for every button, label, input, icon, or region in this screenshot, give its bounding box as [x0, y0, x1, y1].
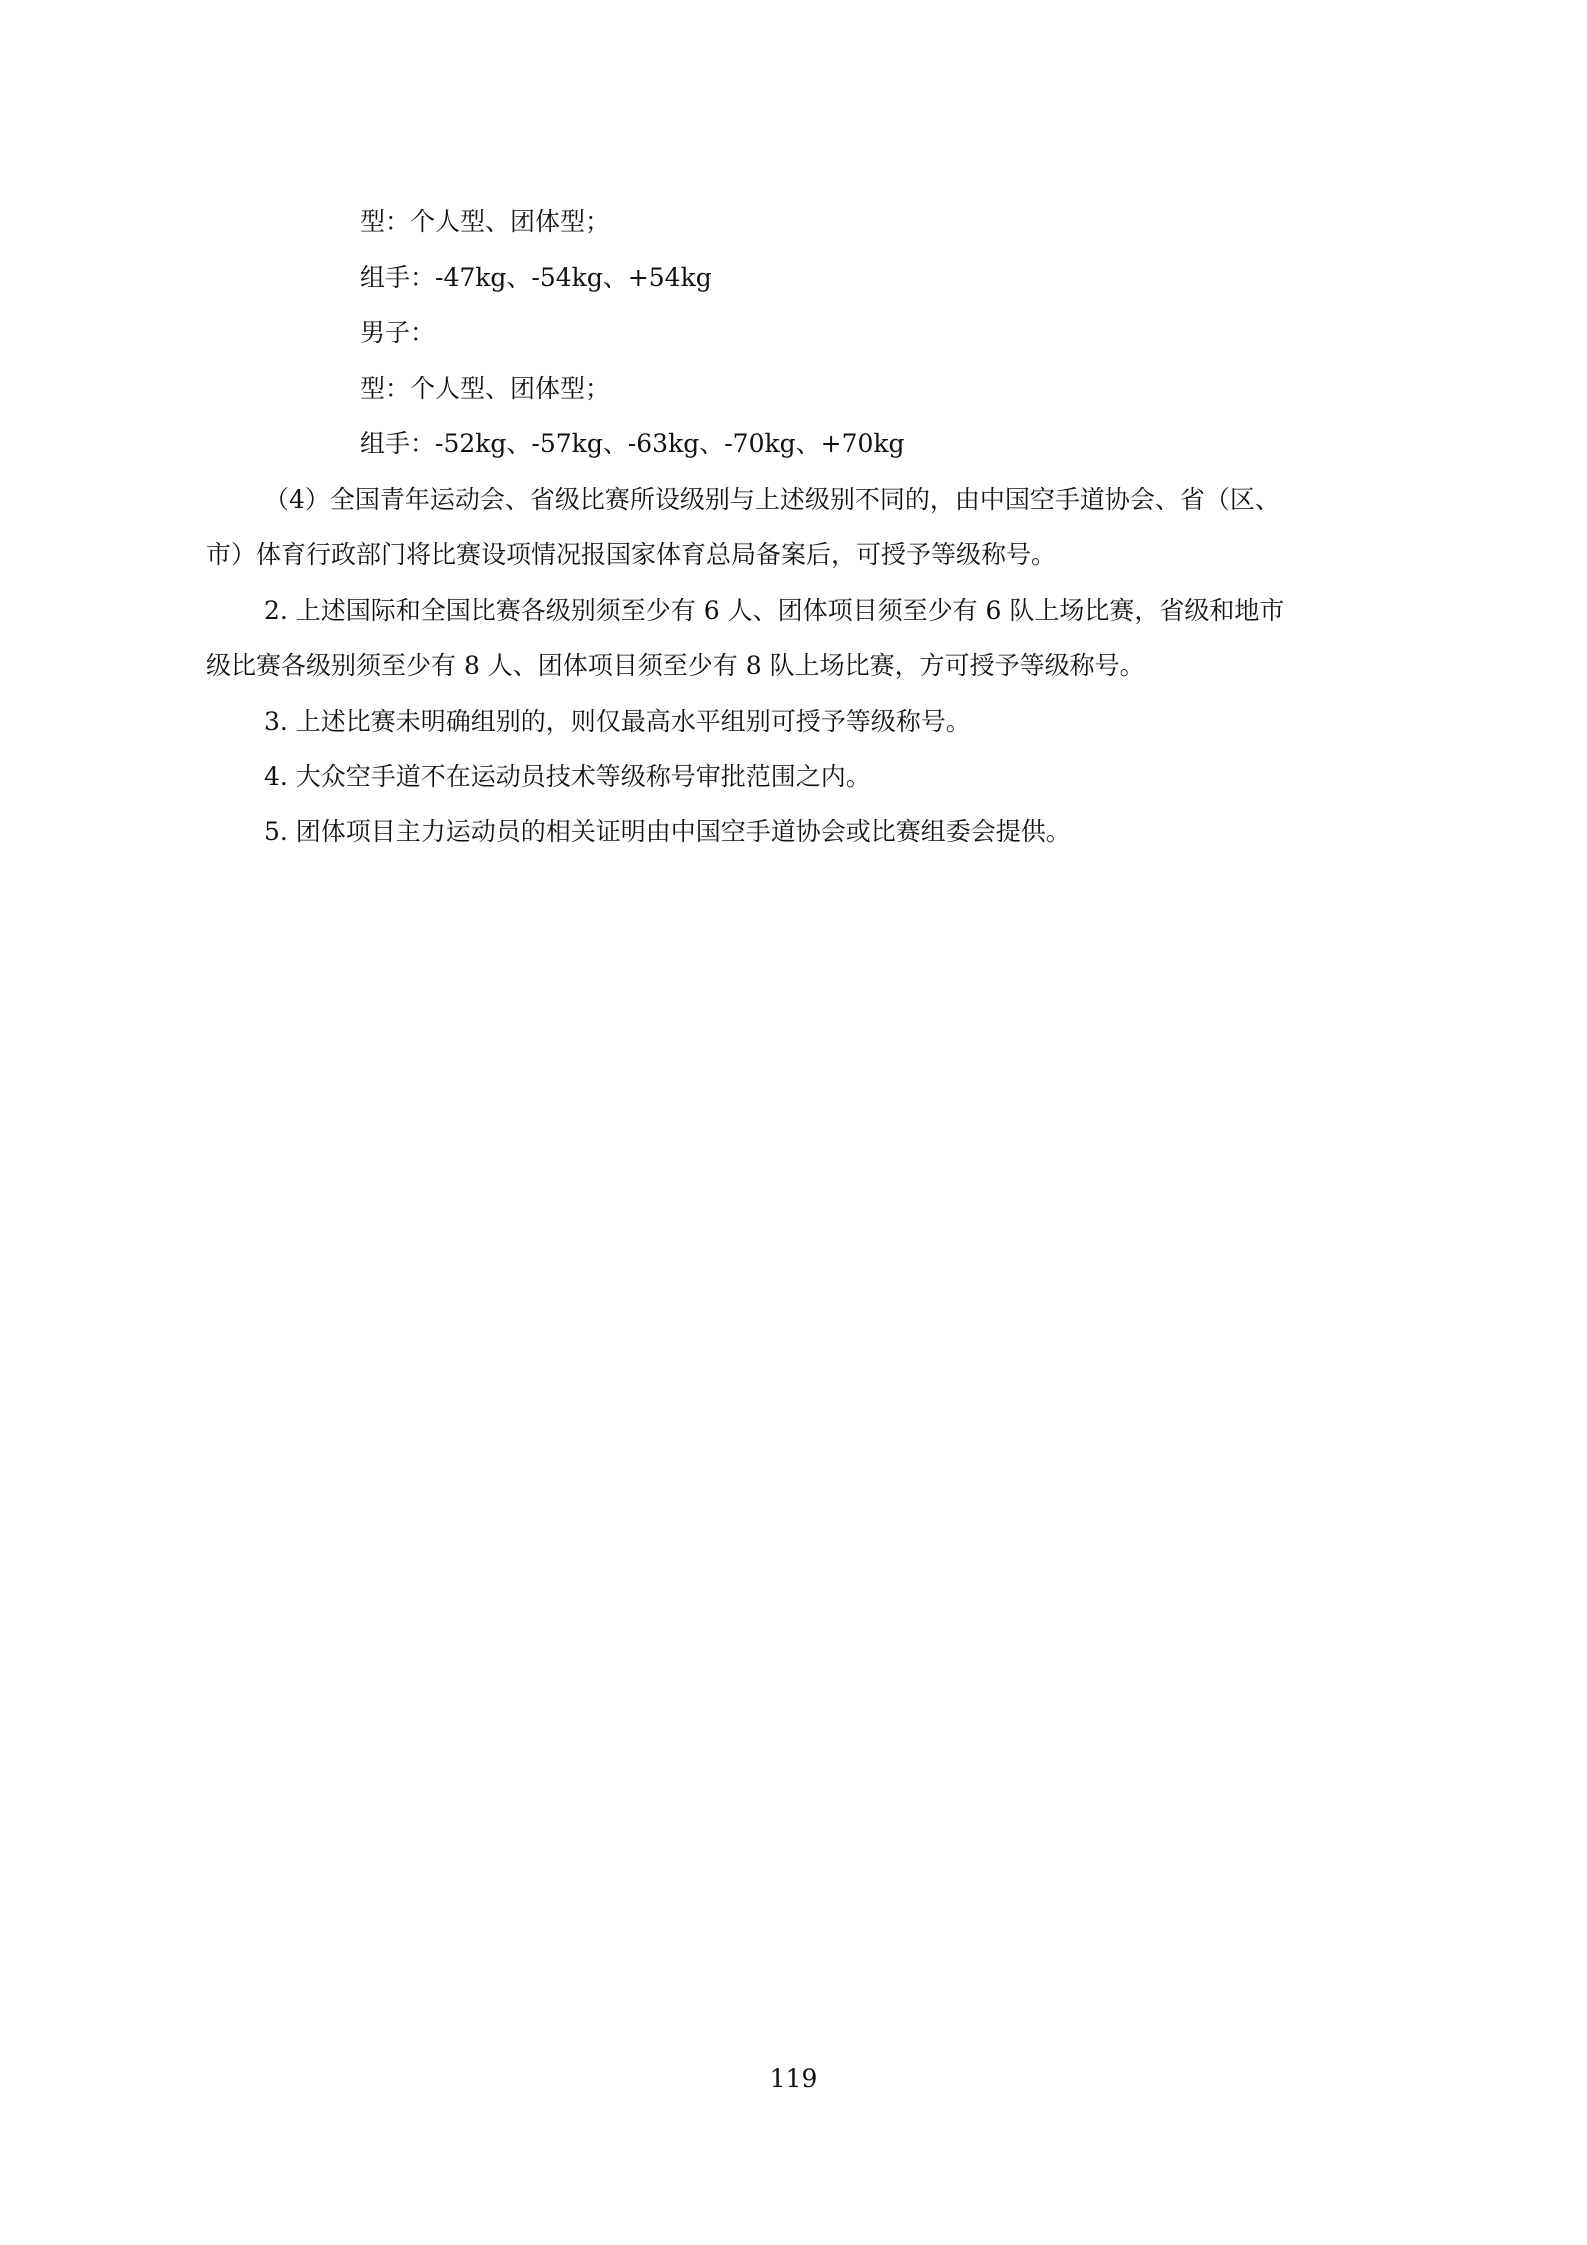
item-2-line-2: 级比赛各级别须至少有 8 人、团体项目须至少有 8 队上场比赛，方可授予等级称号。	[206, 651, 1145, 680]
item-2-line-1: 2. 上述国际和全国比赛各级别须至少有 6 人、团体项目须至少有 6 队上场比赛，省级和地市	[264, 596, 1285, 625]
female-kumite-line: 组手：-47kg、-54kg、+54kg	[360, 263, 712, 292]
item-3-line: 3. 上述比赛未明确组别的，则仅最高水平组别可授予等级称号。	[264, 707, 971, 736]
female-kata-line: 型：个人型、团体型；	[360, 207, 611, 236]
page-number: 119	[769, 2064, 818, 2093]
male-kumite-line: 组手：-52kg、-57kg、-63kg、-70kg、+70kg	[360, 429, 905, 458]
paragraph-4-line-2: 市）体育行政部门将比赛设项情况报国家体育总局备案后，可授予等级称号。	[206, 540, 1057, 569]
paragraph-4-line-1: （4）全国青年运动会、省级比赛所设级别与上述级别不同的，由中国空手道协会、省（区、	[264, 485, 1280, 514]
item-5-line: 5. 团体项目主力运动员的相关证明由中国空手道协会或比赛组委会提供。	[264, 817, 1071, 846]
male-kata-line: 型：个人型、团体型；	[360, 374, 611, 403]
item-4-line: 4. 大众空手道不在运动员技术等级称号审批范围之内。	[264, 762, 871, 791]
male-heading-line: 男子：	[360, 318, 436, 347]
